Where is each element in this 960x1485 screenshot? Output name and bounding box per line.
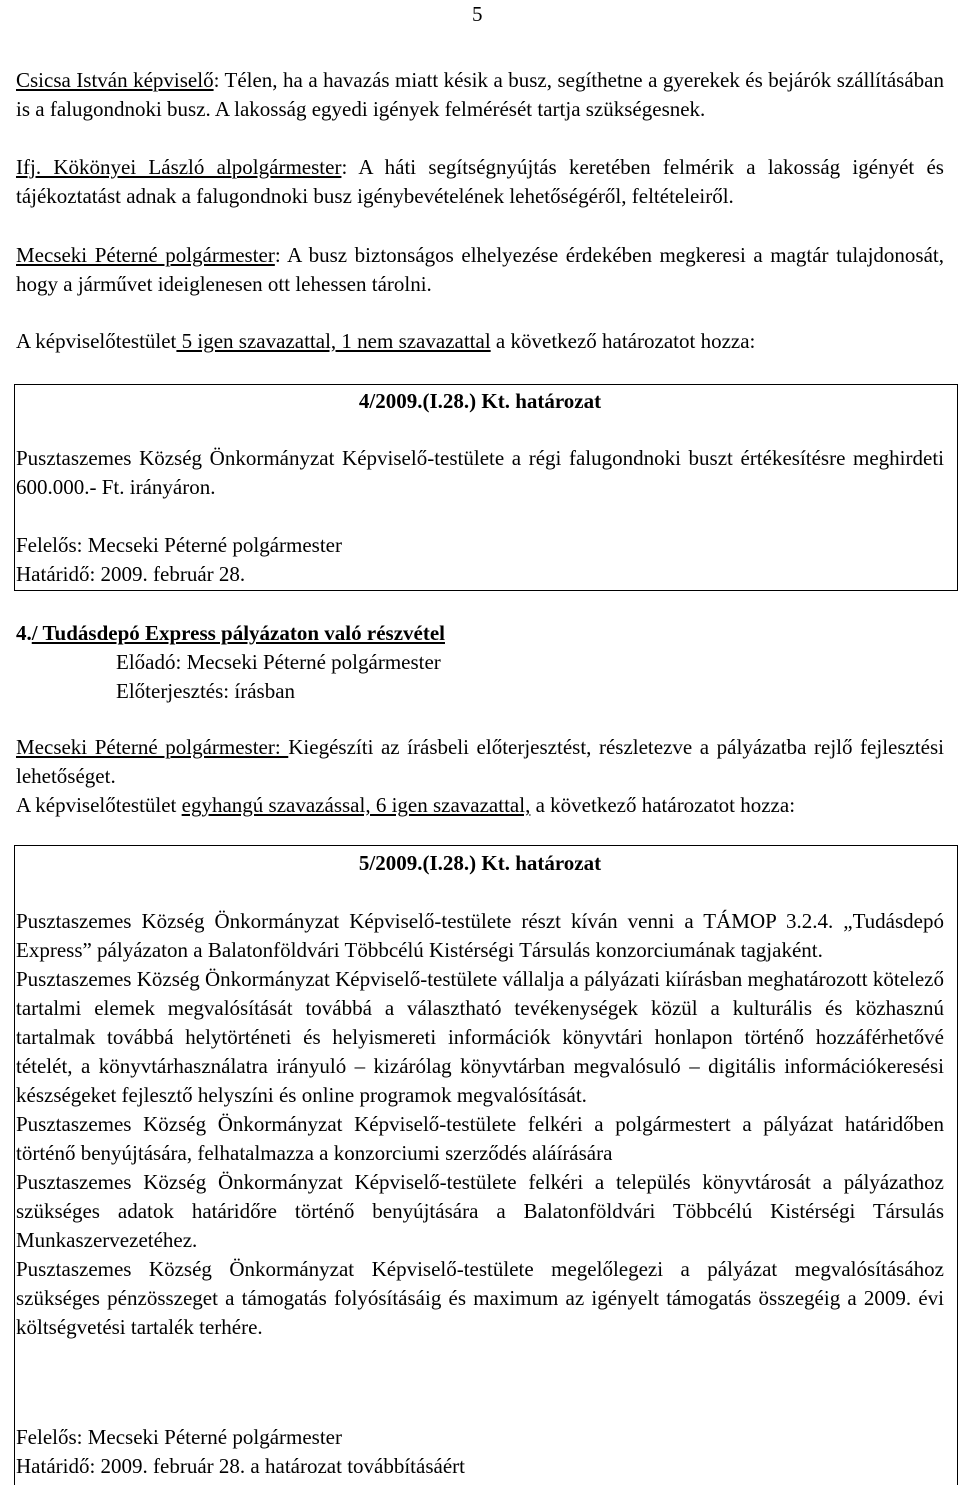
paragraph-text: : A busz biztonságos elhelyezése érdekében megkeresi a magtár tulajdonosát, hogy a járművet ideiglenesen ott lehessen tárolni.	[16, 243, 944, 296]
resolution-body-1: Pusztaszemes Község Önkormányzat Képviselő-testülete a régi falugondnoki buszt értékesítésre meghirdeti 600.000.- Ft. irányáron.	[16, 446, 944, 499]
resolution-paragraph: Pusztaszemes Község Önkormányzat Képviselő-testülete felkéri a település könyvtárosát a pályázathoz szükséges adatok határidőre történő benyújtására a Balatonföldvári Többcélú Kistérségi Társulás Munkaszervezetéhez.	[16, 1170, 944, 1252]
resolution-paragraph: Pusztaszemes Község Önkormányzat Képviselő-testülete megelőlegezi a pályázat megvalósításához szükséges pénzösszeget a támogatás folyósításáig és maximum az igényelt támogatás összegéig a 2009. évi költségvetési tartalék terhére.	[16, 1257, 944, 1339]
vote-pre: A képviselőtestület	[16, 329, 177, 353]
speaker-name: Mecseki Péterné polgármester:	[16, 735, 289, 759]
vote-count: 5 igen szavazattal, 1 nem szavazattal	[176, 329, 491, 353]
vote-statement-1	[16, 327, 944, 356]
paragraph-text: : A háti segítségnyújtás keretében felmérik a lakosság igényét és tájékoztatást adnak a falugondnoki busz igénybevételének lehetőségéről, feltételeiről.	[16, 155, 944, 208]
resolution-deadline-2: Határidő: 2009. február 28. a határozat továbbításáért	[16, 1454, 465, 1478]
vote-post: a következő határozatot hozza:	[530, 793, 796, 817]
paragraph-mecseki-1	[16, 241, 944, 299]
paragraph-mecseki-2	[16, 733, 944, 791]
resolution-paragraph: Pusztaszemes Község Önkormányzat Képviselő-testülete felkéri a polgármestert a pályázat határidőben történő benyújtására, felhatalmazza a konzorciumi szerződés aláírására	[16, 1112, 944, 1165]
vote-pre: A képviselőtestület	[16, 793, 182, 817]
vote-statement-2	[16, 791, 944, 820]
resolution-title-2: 5/2009.(I.28.) Kt. határozat	[358, 851, 602, 875]
paragraph-kokonyei	[16, 153, 944, 211]
resolution-paragraph: Pusztaszemes Község Önkormányzat Képviselő-testülete vállalja a pályázati kiírásban meghatározott kötelező tartalmi elemek megvalósítását továbbá a választható tevékenységek közül a kulturális és közhasznú tartalmak továbbá helytörténeti és helyismereti információk könyvtári honlapon történő hozzáférhetővé tételét, a könyvtárhasználatra irányuló – kizárólag könyvtárban megvalósuló – digitális információkeresési készségeket fejlesztő helyszíni és online programok megvalósítását.	[16, 967, 944, 1107]
resolution-paragraph: Pusztaszemes Község Önkormányzat Képviselő-testülete részt kíván venni a TÁMOP 3.2.4. „Tudásdepó Express” pályázaton a Balatonföldvári Többcélú Kistérségi Társulás konzorciumának tagjaként.	[16, 909, 944, 962]
resolution-responsible-2: Felelős: Mecseki Péterné polgármester	[16, 1425, 342, 1449]
agenda-item-4-heading	[16, 619, 944, 648]
agenda-title: / Tudásdepó Express pályázaton való részvétel	[31, 621, 445, 645]
vote-count: egyhangú szavazással, 6 igen szavazattal,	[181, 793, 531, 817]
resolution-deadline-1: Határidő: 2009. február 28.	[16, 562, 246, 586]
agenda-number: 4.	[16, 621, 32, 645]
speaker-name: Ifj. Kökönyei László alpolgármester	[16, 155, 342, 179]
paragraph-csicsa	[16, 66, 944, 124]
resolution-body-2	[16, 907, 944, 1342]
speaker-name: Mecseki Péterné polgármester	[16, 243, 275, 267]
paragraph-text: Kiegészíti az írásbeli előterjesztést, részletezve a pályázatba rejlő fejlesztési lehetőséget.	[16, 735, 945, 788]
vote-post: a következő határozatot hozza:	[490, 329, 756, 353]
speaker-name: Csicsa István képviselő	[16, 68, 214, 92]
agenda-submission: Előterjesztés: írásban	[116, 679, 296, 703]
resolution-responsible-1: Felelős: Mecseki Péterné polgármester	[16, 533, 342, 557]
page-number: 5	[472, 2, 483, 26]
resolution-title-1: 4/2009.(I.28.) Kt. határozat	[358, 389, 602, 413]
agenda-presenter: Előadó: Mecseki Péterné polgármester	[116, 650, 441, 674]
paragraph-text: : Télen, ha a havazás miatt késik a busz, segíthetne a gyerekek és bejárók szállításában is a falugondnoki busz. A lakosság egyedi igények felmérését tartja szükségesnek.	[16, 68, 944, 121]
